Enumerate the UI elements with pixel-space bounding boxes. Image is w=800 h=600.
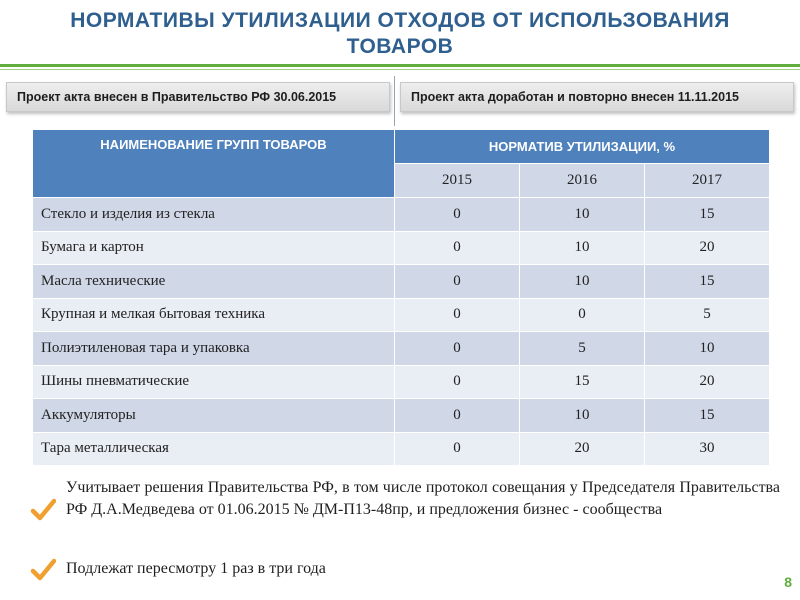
norm-value-2016: 0 bbox=[519, 298, 644, 332]
header-utilization-norm: НОРМАТИВ УТИЛИЗАЦИИ, % bbox=[395, 130, 770, 164]
project-status-first: Проект акта внесен в Правительство РФ 30.06.2015 bbox=[6, 82, 390, 112]
norms-table-body bbox=[33, 198, 770, 466]
norm-value-2015: 0 bbox=[395, 365, 520, 399]
norm-value-2015: 0 bbox=[395, 332, 520, 366]
title-divider bbox=[0, 64, 800, 67]
page-number: 8 bbox=[784, 574, 792, 590]
table-row bbox=[33, 399, 770, 433]
norm-value-2015: 0 bbox=[395, 198, 520, 232]
norm-value-2016: 10 bbox=[519, 265, 644, 299]
header-year-2016: 2016 bbox=[519, 164, 644, 198]
table-row bbox=[33, 198, 770, 232]
page-title-line-2: ТОВАРОВ bbox=[346, 35, 454, 58]
norm-value-2015: 0 bbox=[395, 432, 520, 466]
norm-value-2016: 10 bbox=[519, 198, 644, 232]
norm-value-2016: 10 bbox=[519, 399, 644, 433]
norm-value-2016: 5 bbox=[519, 332, 644, 366]
table-row bbox=[33, 432, 770, 466]
product-group-name: Масла технические bbox=[33, 265, 395, 299]
norm-value-2017: 15 bbox=[644, 399, 769, 433]
norm-value-2016: 15 bbox=[519, 365, 644, 399]
norms-table bbox=[32, 129, 770, 466]
note-government-decisions: Учитывает решения Правительства РФ, в том числе протокол совещания у Председателя Правительства РФ Д.А.Медведева от 01.06.2015 № ДМ-П13-48пр, и предложения бизнес - сообщества bbox=[66, 479, 780, 518]
page-title-line-1: НОРМАТИВЫ УТИЛИЗАЦИИ ОТХОДОВ ОТ ИСПОЛЬЗОВАНИЯ bbox=[70, 9, 730, 32]
norm-value-2017: 15 bbox=[644, 198, 769, 232]
product-group-name: Бумага и картон bbox=[33, 231, 395, 265]
norm-value-2016: 10 bbox=[519, 231, 644, 265]
note-review-period: Подлежат пересмотру 1 раз в три года bbox=[66, 560, 326, 577]
norm-value-2017: 30 bbox=[644, 432, 769, 466]
table-row bbox=[33, 332, 770, 366]
norm-value-2017: 10 bbox=[644, 332, 769, 366]
product-group-name: Шины пневматические bbox=[33, 365, 395, 399]
title-divider-thin bbox=[0, 69, 800, 70]
product-group-name: Крупная и мелкая бытовая техника bbox=[33, 298, 395, 332]
norm-value-2015: 0 bbox=[395, 399, 520, 433]
norm-value-2017: 20 bbox=[644, 365, 769, 399]
table-row bbox=[33, 231, 770, 265]
norm-value-2015: 0 bbox=[395, 265, 520, 299]
norm-value-2015: 0 bbox=[395, 231, 520, 265]
project-separator bbox=[394, 76, 395, 126]
norm-value-2017: 20 bbox=[644, 231, 769, 265]
norm-value-2015: 0 bbox=[395, 298, 520, 332]
table-row bbox=[33, 365, 770, 399]
norm-value-2016: 20 bbox=[519, 432, 644, 466]
page-title bbox=[0, 8, 800, 60]
checkmark-icon bbox=[30, 498, 56, 522]
project-status-second: Проект акта доработан и повторно внесен 11.11.2015 bbox=[400, 82, 794, 112]
product-group-name: Полиэтиленовая тара и упаковка bbox=[33, 332, 395, 366]
header-year-2017: 2017 bbox=[644, 164, 769, 198]
checkmark-icon bbox=[30, 558, 56, 582]
product-group-name: Стекло и изделия из стекла bbox=[33, 198, 395, 232]
table-row bbox=[33, 298, 770, 332]
table-row bbox=[33, 265, 770, 299]
norm-value-2017: 5 bbox=[644, 298, 769, 332]
norm-value-2017: 15 bbox=[644, 265, 769, 299]
product-group-name: Аккумуляторы bbox=[33, 399, 395, 433]
header-product-groups: НАИМЕНОВАНИЕ ГРУПП ТОВАРОВ bbox=[33, 130, 395, 198]
product-group-name: Тара металлическая bbox=[33, 432, 395, 466]
header-year-2015: 2015 bbox=[395, 164, 520, 198]
